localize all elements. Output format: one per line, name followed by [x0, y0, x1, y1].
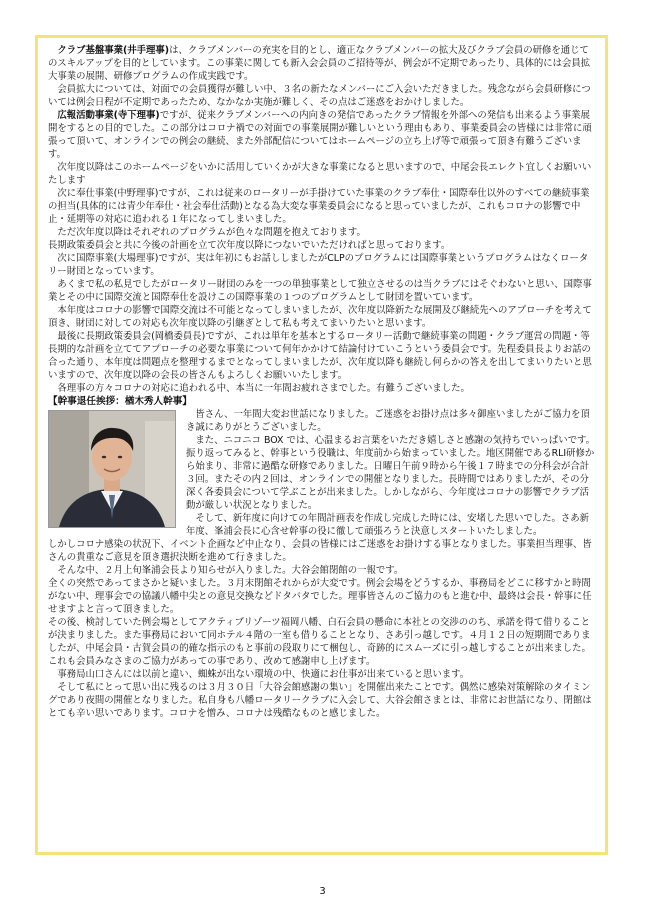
greeting-paragraph [48, 538, 596, 564]
report-section [48, 44, 596, 395]
paragraph-text: 事務局山口さんには以前と違い、蜘蛛が出ない環境の中、快適にお仕事が出来ていると思います。 [57, 669, 470, 680]
report-paragraph [48, 187, 596, 226]
report-paragraph [48, 83, 596, 109]
paragraph-lead: 広報活動事業(寺下理事) [57, 110, 160, 121]
greeting-paragraph [48, 681, 596, 720]
greeting-paragraph [48, 616, 596, 668]
greeting-paragraph [48, 577, 596, 616]
paragraph-text: また、ニコニコ BOX では、心温まるお言葉をいただき嬉しさと感謝の気持ちでいっぱいです。振り返ってみると、幹事という役職は、年度前から始まっていました。地区開催であるRLI研修から始まり、非常に過酷な研修でありました。日曜日午前９時から午後１７時までの分科会が合計３回。またその内２回は、オンラインでの開催となりました。長時間ではありましたが、その分深く各委員会について学ぶことが出来ました。しかしながら、今年度はコロナの影響でクラブ活動が厳しい状況となりました。 [186, 435, 595, 511]
paragraph-text: 次年度以降はこのホームページをいかに活用していくかが大きな事業になると思いますので、中尾会長エレクト宜しくお願いいたします [48, 162, 592, 186]
report-paragraph [48, 330, 596, 382]
paragraph-text: その後、検討していた例会場としてアクティブリゾーツ福岡八幡、白石会員の懸命に本社との交渉ののち、承諾を得て借りることが決まりました。また事務局において同ホテル４階の一室も借りることとなり、さあ引っ越しです。４月１２日の短期間でありましたが、中尾会員・古賀会員の的確な指示のもと事前の段取りにて梱包し、奇跡的にスムーズに引っ越しすることが出来ました。これも会員みなさまのご協力があっての事であり、改めて感謝申し上げます。 [48, 617, 591, 667]
paragraph-text: は、クラブメンバーの充実を目的とし、適正なクラブメンバーの拡大及びクラブ会員の研修を通じてのスキルアップを目的としています。この事業に関しても新入会会員のご招待等が、例会が不定期であったり、具体的には会員拡大事業の展開、研修プログラムの作成実践です。 [48, 45, 591, 82]
paragraph-text: 長期政策委員会と共に今後の計画を立て次年度以降につないでいただければと思っております。 [48, 240, 451, 251]
portrait-image [49, 411, 175, 527]
paragraph-lead: クラブ基盤事業(井手理事) [57, 45, 170, 56]
page-frame [35, 35, 608, 855]
paragraph-text: ただ次年度以降はそれぞれのプログラムが色々な問題を抱えております。 [57, 227, 366, 238]
portrait-photo [48, 410, 176, 528]
report-paragraph [48, 278, 596, 304]
report-paragraph [48, 109, 596, 161]
paragraph-text: 次に奉仕事業(中野理事)ですが、これは従来のロータリーが手掛けていた事業のクラブ奉仕・国際奉仕以外のすべての継続事業の担当(具体的には青少年奉仕・社会奉仕活動)となる為大変な事業委員会になると思っていましたが、これもコロナの影響で中止・延期等の対応に追われる１年になってしまいました。 [48, 188, 590, 225]
paragraph-text: 皆さん、一年間大変お世話になりました。ご迷惑をお掛け点は多々御座いましたがご協力を頂き誠にありがとうございました。 [186, 409, 590, 433]
report-paragraph [48, 239, 596, 252]
report-paragraph [48, 44, 596, 83]
report-paragraph [48, 304, 596, 330]
greeting-paragraph [48, 564, 596, 577]
paragraph-text: そんな中、２月上旬峯浦会長より知らせが入りました。大谷会館閉館の一報です。 [57, 565, 404, 576]
report-paragraph [48, 161, 596, 187]
report-paragraph [48, 382, 596, 395]
paragraph-text: 次に国際事業(大場理事)ですが、実は年初にもお話ししましたがCLPのプログラムには国際事業というプログラムはなくロータリー財団となっています。 [48, 253, 589, 277]
section-heading: 【幹事退任挨拶：楢木秀人幹事】 [48, 396, 192, 407]
paragraph-text: あくまで私の私見でしたがロータリー財団のみを一つの単独事業として独立させるのは当クラブにはそぐわないと思い、国際事業とその中に国際交流と国際奉仕を設けこの国際事業の１つのプログラムとして財団を置いています。 [48, 279, 592, 303]
paragraph-text: 全くの突然であってまさかと疑いました。３月末閉館それからが大変です。例会会場をどうするか、事務局をどこに移すかと時間がない中、理事会での協議八幡中尖との意見交換などドタバタでした。理事皆さんのご協力のもと進む中、最終は会長・幹事に任せますよと言って頂きました。 [48, 578, 592, 615]
paragraph-text: そして私にとって思い出に残るのは３月３０日「大谷会館感謝の集い」を開催出来たことです。偶然に感染対策解除のタイミングであり夜間の開催となりました。私自身も八幡ロータリークラブに入会して、大谷会館さまとは、非常にお世話になり、閉館はとても辛い思いであります。コロナを憎み、コロナは残酷なものと感じました。 [48, 682, 592, 719]
report-paragraph [48, 252, 596, 278]
paragraph-text: ですが、従来クラブメンバーへの内向きの発信であったクラブ情報を外部への発信も出来るよう事業展開をするとの目的でした。この部分はコロナ禍での対面での事業展開が難しいという理由もあり、事業委員会の皆様には非常に頑張って頂いて、オンラインでの例会の継続、また外部配信についてはホームページの立ち上げ等で頑張って頂き有難うございます。 [48, 110, 592, 160]
paragraph-text: そして、新年度に向けての年間計画表を作成し完成した時には、安堵した思いでした。さあ新年度、峯浦会長に心含せ幹事の役に徹して頑張ろうと決意しスタートいたしました。 [186, 513, 589, 537]
paragraph-text: 本年度はコロナの影響で国際交流は不可能となってしまいましたが、次年度以降新たな展開及び継続先へのアプローチを考えて頂き、財団に対しての対応も次年度以降の引継ぎとして私も考えてまいりたいと思います。 [48, 305, 592, 329]
paragraph-text: 最後に長期政策委員会(岡橋委員長)ですが、これは単年を基本とするロータリー活動で継続事業の問題・クラブ運営の問題・等長期的な計画を立ててアプローチの必要な事業について何年かかけて結論付けていこうという委員会です。先程委員長よりお話の合った通り、本年度は問題点を整理するまでとなってしまいましたが、次年度以降も継続し何らかの答えを出してまいりたいと思いますので、次年度以降の会長の皆さんもよろしくお願いいたします。 [48, 331, 592, 381]
paragraph-text: 各理事の方々コロナの対応に追われる中、本当に一年間お疲れさまでした。有難うございました。 [57, 383, 470, 394]
report-paragraph [48, 226, 596, 239]
paragraph-text: しかしコロナ感染の状況下、イベント企画など中止なり、会員の皆様にはご迷惑をお掛けする事となりました。事業担当理事、皆さんの貴重なご意見を頂き選択決断を進めて行きました。 [48, 539, 592, 563]
greeting-paragraph [48, 668, 596, 681]
page-content [48, 44, 596, 720]
page-number: 3 [319, 886, 326, 897]
paragraph-text: 会員拡大については、対面での会員獲得が難しい中、３名の新たなメンバーにご入会いただきました。残念ながら会員研修については例会日程が不定期であったため、なかなか実施が難しく、その点はご迷惑をおかけしました。 [48, 84, 591, 108]
